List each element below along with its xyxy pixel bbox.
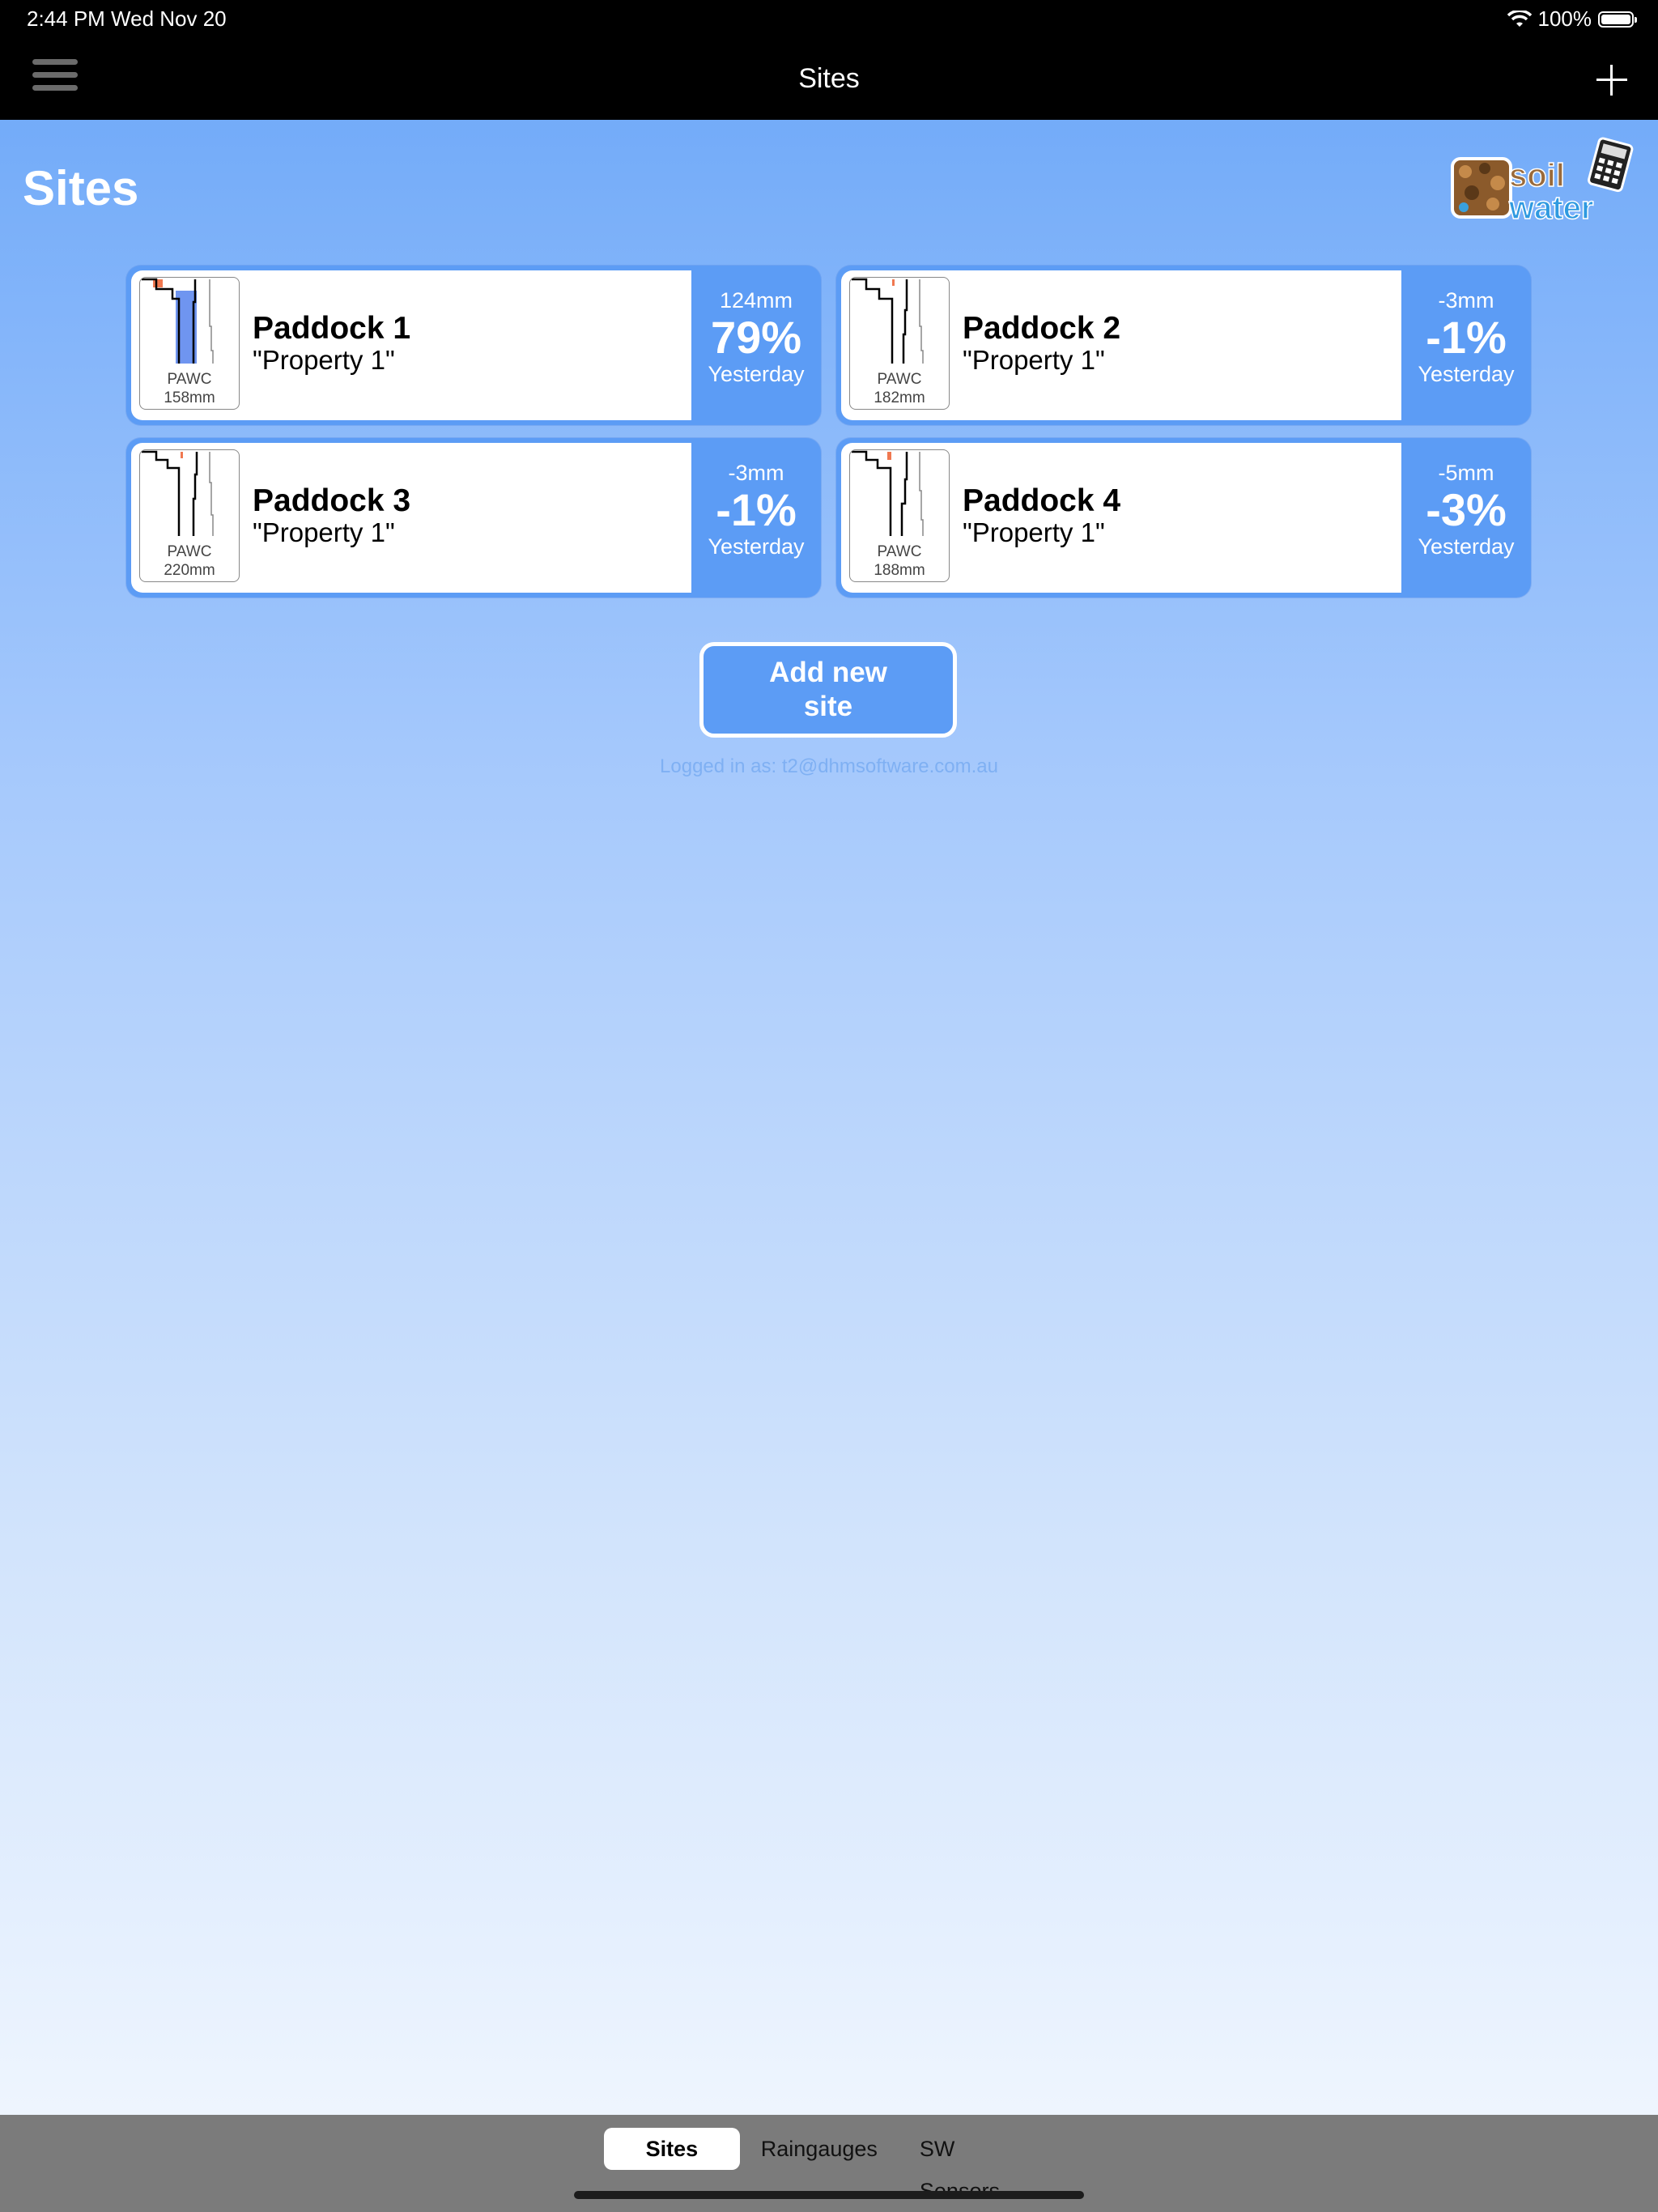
wifi-icon [1507, 11, 1532, 28]
site-property: "Property 1" [253, 345, 395, 375]
water-percent: -3% [1426, 484, 1507, 535]
status-indicators [1507, 6, 1635, 32]
water-percent: -1% [716, 484, 797, 535]
site-stats [691, 438, 821, 598]
site-card-paddock-4[interactable] [836, 438, 1531, 598]
svg-text:soil: soil [1509, 158, 1565, 194]
site-name: Paddock 4 [963, 483, 1121, 518]
water-mm: -3mm [728, 461, 784, 485]
pawc-label: PAWC [877, 371, 922, 388]
water-percent: 79% [710, 312, 802, 363]
tab-raingauges[interactable]: Raingauges [760, 2137, 878, 2161]
soil-water-logo [1448, 136, 1637, 227]
soil-profile-thumbnail [849, 449, 950, 582]
reading-time: Yesterday [1418, 362, 1515, 386]
pawc-label: PAWC [167, 543, 212, 560]
reading-time: Yesterday [1418, 534, 1515, 559]
site-property: "Property 1" [963, 345, 1105, 375]
bottom-tab-bar [0, 2115, 1658, 2212]
logged-in-text: Logged in as: t2@dhmsoftware.com.au [660, 755, 998, 777]
page-title: Sites [23, 161, 139, 215]
add-new-site-button[interactable] [699, 642, 957, 738]
water-mm: -3mm [1438, 288, 1494, 313]
battery-percent: 100% [1537, 6, 1592, 31]
site-stats [691, 266, 821, 425]
site-name: Paddock 2 [963, 311, 1121, 346]
battery-icon [1598, 11, 1634, 28]
add-button-line1: Add new [769, 657, 887, 688]
svg-text:water: water [1509, 190, 1594, 226]
home-indicator [574, 2191, 1084, 2199]
top-bar [0, 0, 1658, 120]
segmented-control [604, 2126, 1054, 2172]
site-card-paddock-3[interactable] [126, 438, 821, 598]
add-icon[interactable] [1596, 65, 1627, 96]
reading-time: Yesterday [708, 362, 805, 386]
pawc-label: PAWC [877, 543, 922, 560]
site-card-paddock-2[interactable] [836, 266, 1531, 425]
water-percent: -1% [1426, 312, 1507, 363]
site-stats [1401, 438, 1531, 598]
soil-profile-thumbnail [139, 277, 240, 410]
site-name: Paddock 1 [253, 311, 411, 346]
pawc-value: 188mm [874, 562, 925, 579]
tab-sw-sensors[interactable]: SW [919, 2137, 955, 2161]
soil-profile-thumbnail [139, 449, 240, 582]
nav-title: Sites [798, 63, 860, 94]
pawc-value: 158mm [164, 389, 215, 406]
pawc-label: PAWC [167, 371, 212, 388]
soil-profile-thumbnail [849, 277, 950, 410]
pawc-value: 220mm [164, 562, 215, 579]
site-stats [1401, 266, 1531, 425]
site-property: "Property 1" [963, 517, 1105, 547]
site-property: "Property 1" [253, 517, 395, 547]
status-time: 2:44 PM Wed Nov 20 [27, 6, 227, 31]
pawc-value: 182mm [874, 389, 925, 406]
site-card-paddock-1[interactable] [126, 266, 821, 425]
tab-sites[interactable]: Sites [604, 2128, 740, 2170]
water-mm: 124mm [719, 288, 793, 313]
reading-time: Yesterday [708, 534, 805, 559]
add-button-line2: site [803, 691, 853, 722]
site-name: Paddock 3 [253, 483, 411, 518]
water-mm: -5mm [1438, 461, 1494, 485]
